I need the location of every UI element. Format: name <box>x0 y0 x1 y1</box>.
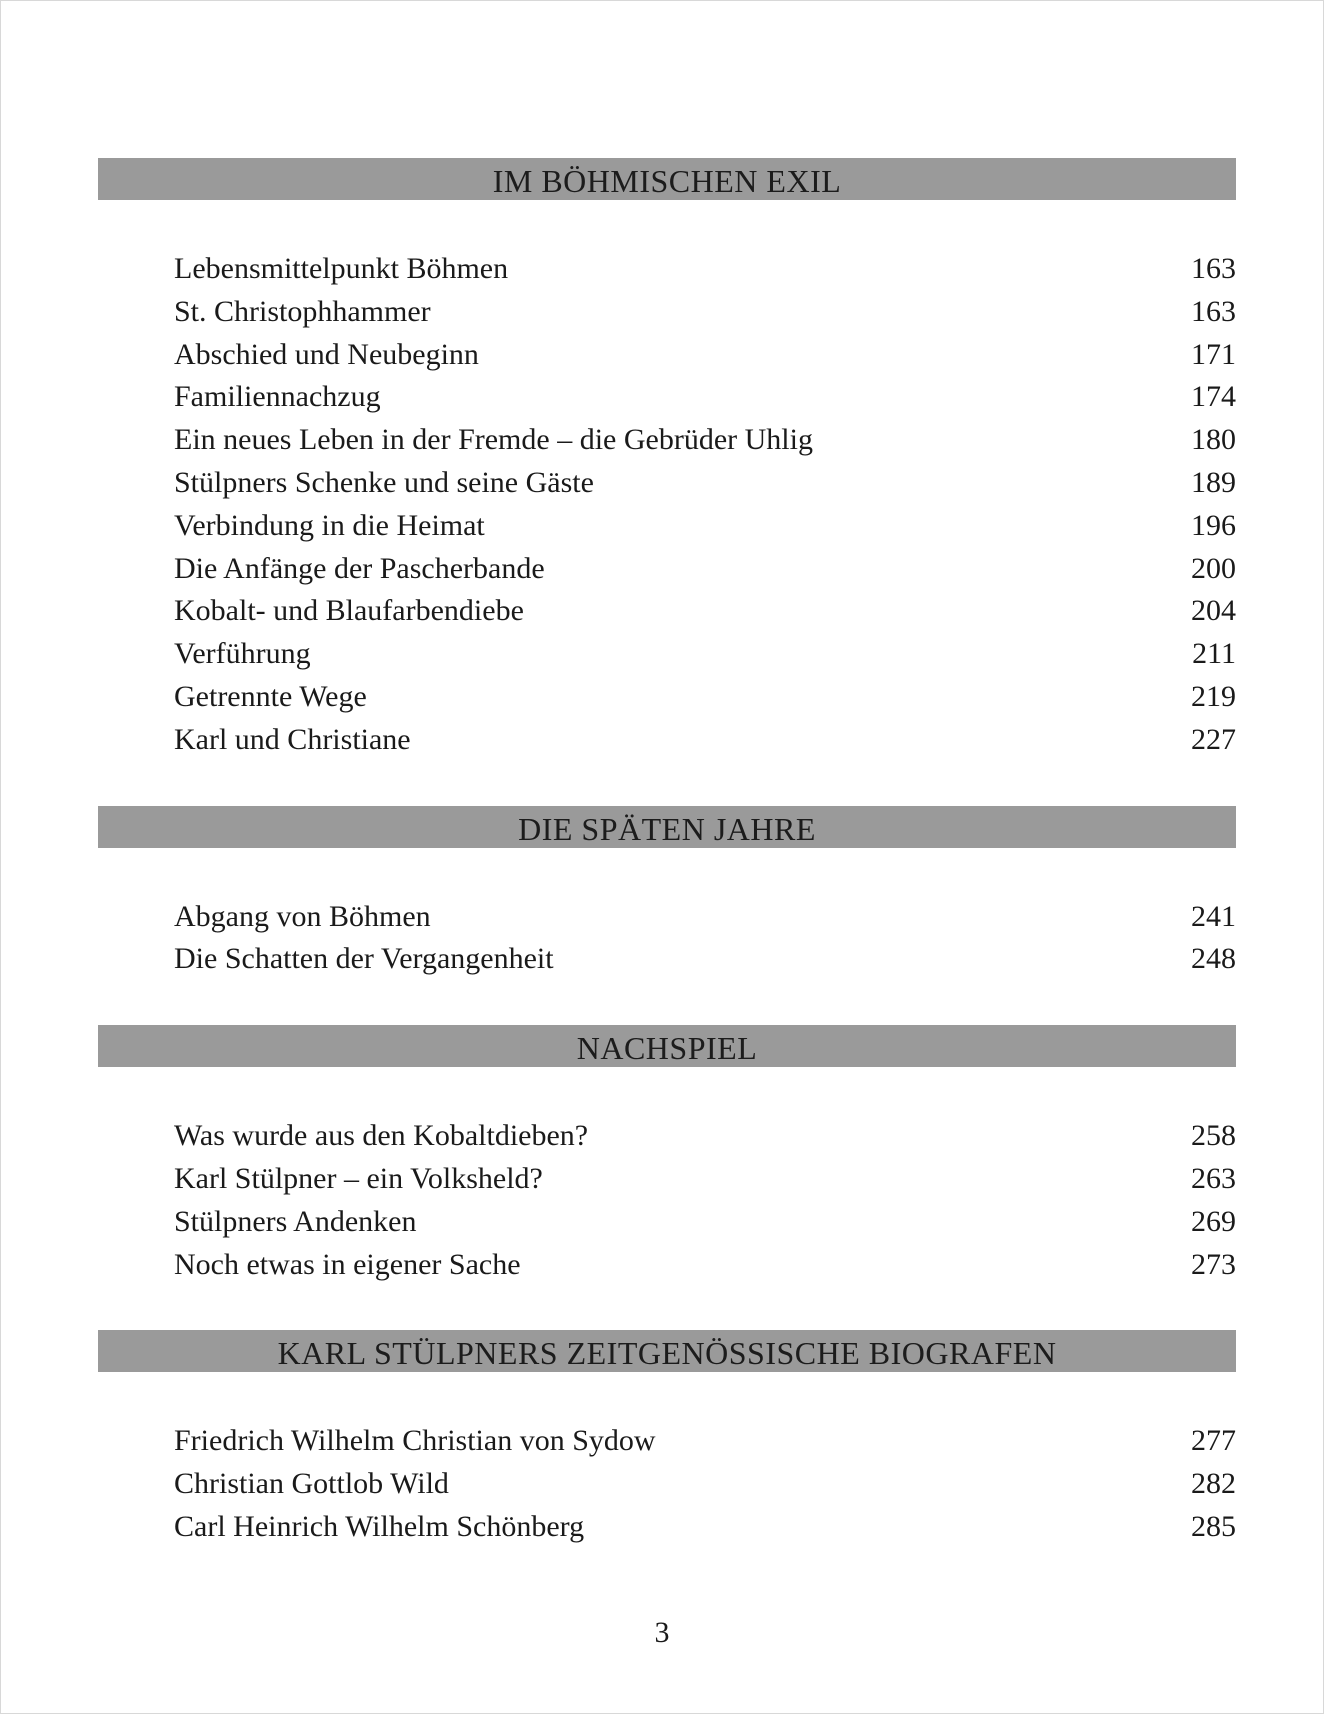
toc-entry-title: Die Schatten der Vergangenheit <box>174 942 554 976</box>
toc-entry-page: 285 <box>1191 1509 1236 1543</box>
toc-entry-title: Lebensmittelpunkt Böhmen <box>174 252 509 285</box>
toc-entry-title: Ein neues Leben in der Fremde – die Gebrüder Uhlig <box>174 423 813 457</box>
section-heading: NACHSPIEL <box>98 1025 1236 1067</box>
toc-entry-title: St. Christophhammer <box>174 294 431 328</box>
table-of-contents <box>98 158 1236 1549</box>
toc-entry[interactable] <box>174 938 1236 981</box>
toc-entry[interactable] <box>174 1463 1236 1506</box>
toc-entry-title: Karl und Christiane <box>174 722 411 756</box>
toc-entry-title: Was wurde aus den Kobaltdieben? <box>174 1119 589 1153</box>
toc-entry[interactable] <box>174 505 1236 548</box>
toc-entry-page: 163 <box>1191 252 1236 285</box>
toc-entry-page: 174 <box>1191 380 1236 414</box>
toc-entry[interactable] <box>174 896 1236 939</box>
toc-entry-title: Die Anfänge der Pascherbande <box>174 551 545 585</box>
toc-entry[interactable] <box>174 462 1236 505</box>
toc-entry[interactable] <box>174 633 1236 676</box>
toc-entry-title: Kobalt- und Blaufarbendiebe <box>174 594 524 628</box>
toc-entry-page: 227 <box>1191 722 1236 756</box>
toc-entry-page: 269 <box>1191 1204 1236 1238</box>
toc-entry-title: Abschied und Neubeginn <box>174 337 479 371</box>
toc-entry-page: 273 <box>1191 1247 1236 1281</box>
toc-entry[interactable] <box>174 719 1236 762</box>
toc-entry-page: 163 <box>1191 294 1236 328</box>
toc-entry[interactable] <box>174 1201 1236 1244</box>
toc-entry-page: 189 <box>1191 465 1236 499</box>
toc-entry-title: Verbindung in die Heimat <box>174 508 485 542</box>
toc-entry-title: Abgang von Böhmen <box>174 899 431 933</box>
toc-entry[interactable] <box>174 334 1236 377</box>
toc-entry-title: Familiennachzug <box>174 380 381 414</box>
toc-entry-page: 282 <box>1191 1467 1236 1501</box>
toc-entry-title: Getrennte Wege <box>174 679 367 713</box>
section-heading: KARL STÜLPNERS ZEITGENÖSSISCHE BIOGRAFEN <box>98 1330 1236 1372</box>
toc-entry[interactable] <box>174 1158 1236 1201</box>
toc-entry[interactable] <box>174 1506 1236 1549</box>
toc-entry-page: 258 <box>1191 1119 1236 1153</box>
toc-entry[interactable] <box>174 676 1236 719</box>
section-spacer <box>98 1286 1236 1330</box>
section-heading: DIE SPÄTEN JAHRE <box>98 806 1236 848</box>
toc-entry[interactable] <box>174 1115 1236 1158</box>
toc-entry-page: 263 <box>1191 1161 1236 1195</box>
toc-entry-title: Noch etwas in eigener Sache <box>174 1247 521 1281</box>
section-spacer <box>98 981 1236 1025</box>
section-entries <box>98 1372 1236 1548</box>
toc-entry-page: 196 <box>1191 508 1236 542</box>
toc-entry-title: Karl Stülpner – ein Volksheld? <box>174 1161 543 1195</box>
toc-entry-page: 211 <box>1192 637 1236 671</box>
section-entries <box>98 848 1236 982</box>
toc-entry[interactable] <box>174 419 1236 462</box>
toc-entry-title: Stülpners Schenke und seine Gäste <box>174 465 594 499</box>
toc-entry-page: 200 <box>1191 551 1236 585</box>
toc-entry[interactable] <box>174 1420 1236 1463</box>
toc-entry-title: Carl Heinrich Wilhelm Schönberg <box>174 1509 585 1543</box>
toc-entry-page: 219 <box>1191 679 1236 713</box>
section-entries <box>98 1067 1236 1286</box>
page-number: 3 <box>654 1616 670 1649</box>
toc-entry-page: 241 <box>1191 899 1236 933</box>
section-spacer <box>98 762 1236 806</box>
toc-entry-title: Stülpners Andenken <box>174 1204 417 1238</box>
toc-entry[interactable] <box>174 590 1236 633</box>
toc-entry[interactable] <box>174 1244 1236 1287</box>
toc-entry-title: Christian Gottlob Wild <box>174 1467 449 1501</box>
section-heading: IM BÖHMISCHEN EXIL <box>98 158 1236 200</box>
toc-entry-page: 171 <box>1191 337 1236 371</box>
toc-entry[interactable] <box>174 548 1236 591</box>
toc-entry-title: Friedrich Wilhelm Christian von Sydow <box>174 1424 656 1458</box>
toc-entry[interactable] <box>174 376 1236 419</box>
toc-entry[interactable] <box>174 248 1236 291</box>
toc-entry-page: 277 <box>1191 1424 1236 1458</box>
toc-entry-page: 180 <box>1191 423 1236 457</box>
section-entries <box>98 200 1236 762</box>
toc-entry-page: 204 <box>1191 594 1236 628</box>
toc-entry[interactable] <box>174 291 1236 334</box>
toc-entry-title: Verführung <box>174 637 311 671</box>
toc-entry-page: 248 <box>1191 942 1236 976</box>
